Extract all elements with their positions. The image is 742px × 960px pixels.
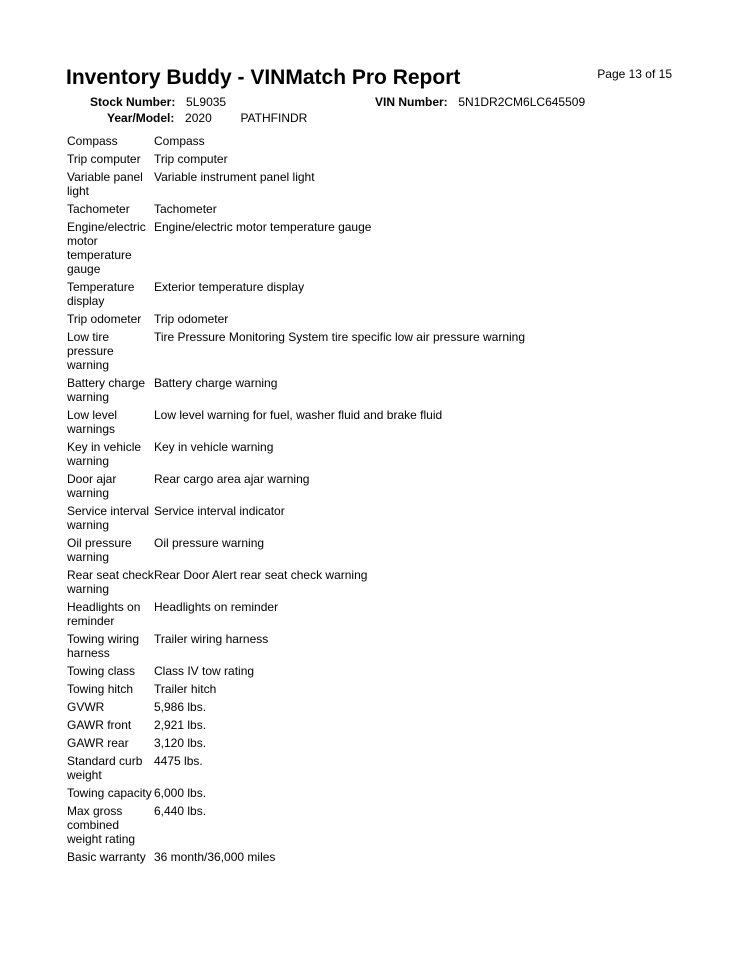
spec-value: 4475 lbs. [154,754,203,768]
spec-row [67,202,525,220]
spec-value: Compass [154,134,205,148]
year-value: 2020 [185,111,212,125]
spec-row [67,440,525,472]
spec-row [67,312,525,330]
spec-row [67,700,525,718]
spec-name: Towing class [67,664,136,678]
spec-name: Variable panel light [67,170,143,198]
spec-row [67,408,525,440]
spec-row [67,600,525,632]
spec-value: Headlights on reminder [154,600,279,614]
spec-name: Tachometer [67,202,130,216]
spec-name: Trip odometer [67,312,142,326]
spec-row [67,804,525,850]
spec-name: Headlights on reminder [67,600,141,628]
vin-number-field [375,95,585,109]
stock-number-value: 5L9035 [186,95,227,109]
year-model-field [107,111,307,125]
spec-row [67,664,525,682]
spec-value: Trip computer [154,152,228,166]
spec-name: GAWR front [67,718,132,732]
spec-row [67,536,525,568]
spec-row [67,718,525,736]
spec-name: Towing wiring harness [67,632,140,660]
report-title: Inventory Buddy - VINMatch Pro Report [66,66,461,89]
spec-name: Compass [67,134,118,148]
spec-table-body [67,134,525,868]
spec-value: Trip odometer [154,312,229,326]
spec-table [67,134,525,868]
spec-name: Basic warranty [67,850,146,864]
spec-row [67,754,525,786]
spec-value: Service interval indicator [154,504,285,518]
spec-name: Service interval warning [67,504,150,532]
spec-value: 6,000 lbs. [154,786,207,800]
spec-value: Variable instrument panel light [154,170,315,184]
spec-name: Towing capacity [67,786,152,800]
spec-value: Tire Pressure Monitoring System tire specific low air pressure warning [154,330,526,344]
spec-row [67,376,525,408]
year-model-label: Year/Model: [107,111,175,125]
spec-row [67,568,525,600]
spec-value: Low level warning for fuel, washer fluid and brake fluid [154,408,443,422]
spec-value: Trailer hitch [154,682,217,696]
spec-row [67,134,525,152]
spec-name: Rear seat check warning [67,568,154,596]
spec-row [67,472,525,504]
spec-row [67,786,525,804]
spec-value: Exterior temperature display [154,280,305,294]
stock-number-field [90,95,226,109]
spec-name: Low level warnings [67,408,118,436]
spec-name: Low tire pressure warning [67,330,114,372]
spec-value: Rear cargo area ajar warning [154,472,310,486]
page-number: Page 13 of 15 [597,67,672,81]
spec-value: 36 month/36,000 miles [154,850,276,864]
vin-number-value: 5N1DR2CM6LC645509 [458,95,586,109]
spec-name: Towing hitch [67,682,134,696]
spec-row [67,632,525,664]
spec-row [67,152,525,170]
spec-value: Class IV tow rating [154,664,255,678]
spec-row [67,170,525,202]
spec-name: GVWR [67,700,105,714]
vin-number-label: VIN Number: [375,95,448,109]
spec-name: Max gross combined weight rating [67,804,136,846]
spec-value: Engine/electric motor temperature gauge [154,220,372,234]
spec-name: Door ajar warning [67,472,117,500]
spec-row [67,330,525,376]
stock-number-label: Stock Number: [90,95,176,109]
spec-value: 2,921 lbs. [154,718,207,732]
spec-name: GAWR rear [67,736,129,750]
spec-name: Battery charge warning [67,376,146,404]
spec-name: Temperature display [67,280,135,308]
spec-row [67,280,525,312]
spec-name: Trip computer [67,152,141,166]
spec-row [67,220,525,280]
spec-value: Battery charge warning [154,376,278,390]
spec-name: Standard curb weight [67,754,143,782]
model-value: PATHFINDR [240,111,308,125]
spec-value: 5,986 lbs. [154,700,207,714]
spec-value: Rear Door Alert rear seat check warning [154,568,368,582]
spec-value: Key in vehicle warning [154,440,274,454]
spec-value: Tachometer [154,202,217,216]
spec-name: Oil pressure warning [67,536,132,564]
spec-row [67,850,525,868]
spec-row [67,736,525,754]
spec-value: Trailer wiring harness [154,632,269,646]
spec-row [67,504,525,536]
spec-name: Key in vehicle warning [67,440,142,468]
spec-name: Engine/electric motor temperature gauge [67,220,146,276]
spec-value: 3,120 lbs. [154,736,207,750]
spec-value: 6,440 lbs. [154,804,207,818]
spec-row [67,682,525,700]
spec-value: Oil pressure warning [154,536,265,550]
